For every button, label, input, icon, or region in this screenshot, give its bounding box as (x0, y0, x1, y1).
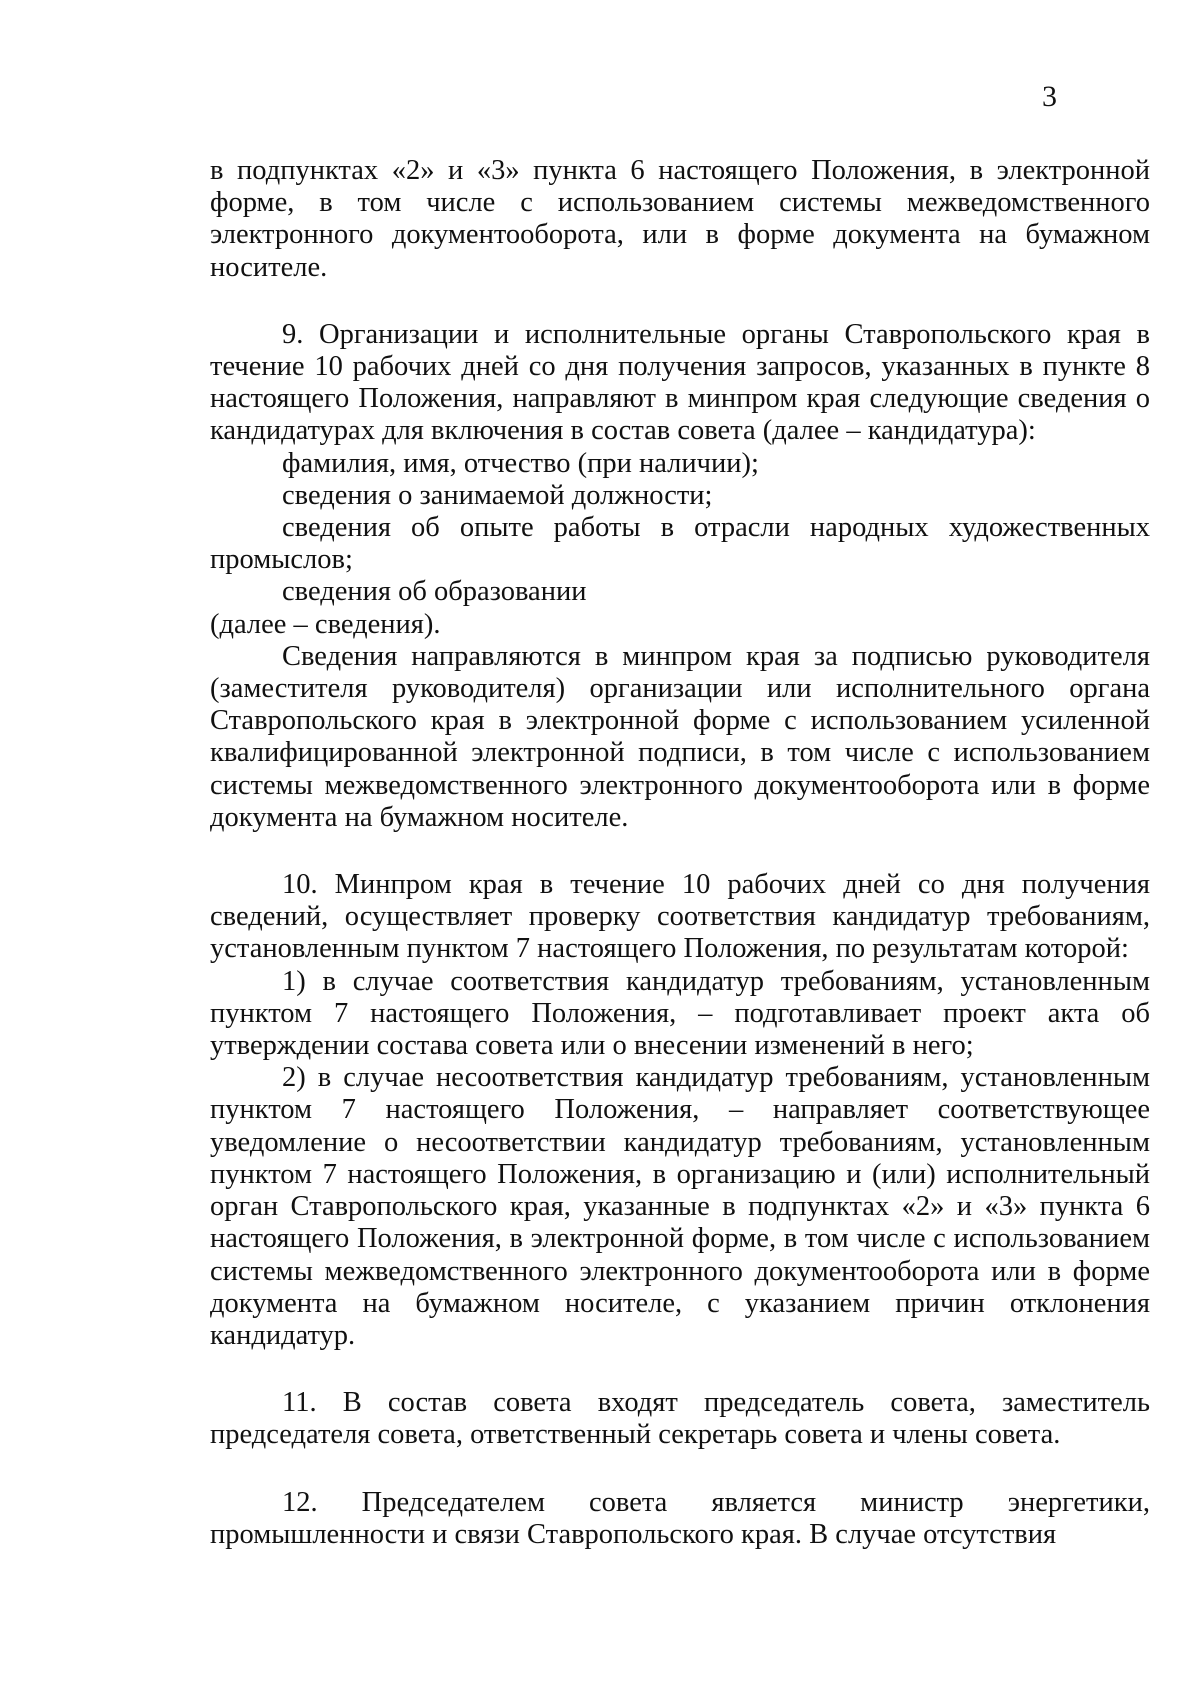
list-item-fio: фамилия, имя, отчество (при наличии); (282, 447, 759, 479)
subitem-1: 1) в случае соответствия кандидатур требованиям, установленным пунктом 7 настоящего Положения, – подготавливает проект акта об утверждении состава совета или о внесении изменений в него; (210, 965, 1150, 1062)
paragraph-definition: (далее – сведения). (210, 608, 441, 640)
list-item-experience: сведения об опыте работы в отрасли народных художественных промыслов; (210, 512, 1150, 576)
page-number: 3 (1042, 80, 1057, 113)
subitem-2: 2) в случае несоответствия кандидатур требованиям, установленным пунктом 7 настоящего Положения, – направляет соответствующее уведомление о несоответствии кандидатур требованиям, установленным пунктом 7 настоящего Положения, в организацию и (или) исполнительный орган Ставропольского края, указанные в подпунктах «2» и «3» пункта 6 настоящего Положения, в электронной форме, в том числе с использованием системы межведомственного электронного документооборота или в форме документа на бумажном носителе, с указанием причин отклонения кандидатур. (210, 1062, 1150, 1351)
paragraph-continuation: в подпунктах «2» и «3» пункта 6 настоящего Положения, в электронной форме, в том числе с использованием системы межведомственного электронного документооборота, или в форме документа на бумажном носителе. (210, 155, 1150, 283)
paragraph-10: 10. Минпром края в течение 10 рабочих дней со дня получения сведений, осуществляет проверку соответствия кандидатур требованиям, установленным пунктом 7 настоящего Положения, по результатам которой: (210, 869, 1150, 965)
paragraph-submission: Сведения направляются в минпром края за подписью руководителя (заместителя руководителя) организации или исполнительного органа Ставропольского края в электронной форме с использованием усиленной квалифицированной электронной подписи, в том числе с использованием системы межведомственного электронного документооборота или в форме документа на бумажном носителе. (210, 640, 1150, 833)
paragraph-12: 12. Председателем совета является министр энергетики, промышленности и связи Ставропольского края. В случае отсутствия (210, 1486, 1150, 1550)
paragraph-11: 11. В состав совета входят председатель совета, заместитель председателя совета, ответственный секретарь совета и члены совета. (210, 1387, 1150, 1451)
document-body (210, 155, 1150, 1551)
paragraph-9: 9. Организации и исполнительные органы Ставропольского края в течение 10 рабочих дней со дня получения запросов, указанных в пункте 8 настоящего Положения, направляют в минпром края следующие сведения о кандидатурах для включения в состав совета (далее – кандидатура): (210, 318, 1150, 447)
list-item-education: сведения об образовании (282, 576, 587, 608)
list-item-position: сведения о занимаемой должности; (282, 479, 713, 511)
